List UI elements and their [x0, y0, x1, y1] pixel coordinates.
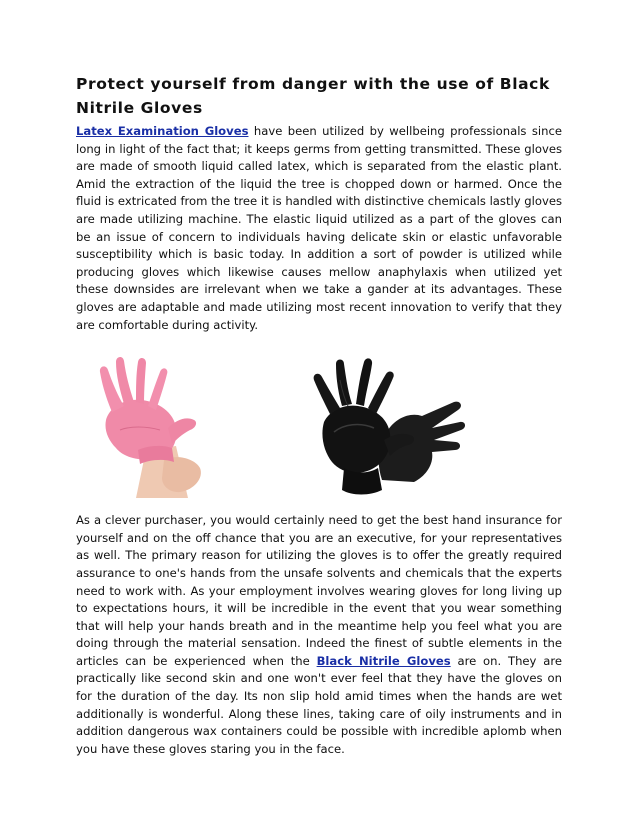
glove-images — [76, 350, 562, 500]
paragraph-benefits-text-after: are on. They are practically like second skin and one won't ever feel that they have the gloves on for the duration of the day. Its non slip hold amid times when the hands are wet additionally is wonderful. Along these lines, taking care of oily instruments and in addition dangerous wax containers could be possible with incredible aplomb when you have these gloves staring you in the face. — [76, 653, 562, 756]
paragraph-benefits-text-before: As a clever purchaser, you would certainly need to get the best hand insurance for yourself and on the off chance that you are an executive, for your representatives as well. The primary reason for utilizing the gloves is to offer the greatly required assurance to one's hands from the unsafe solvents and chemicals that the experts need to work with. As your employment involves wearing gloves for long living up to expectations hours, it will be incredible in the event that you wear something that will help your hands breath and in the meantime help you feel what you are doing through the material sensation. Indeed the finest of subtle elements in the articles can be experienced when the — [76, 513, 562, 668]
black-nitrile-gloves-link[interactable]: Black Nitrile Gloves — [316, 653, 451, 668]
article-title: Protect yourself from danger with the use of Black Nitrile Gloves — [76, 75, 550, 117]
paragraph-intro — [76, 123, 562, 334]
paragraph-benefits — [76, 512, 562, 758]
pink-glove-image — [76, 350, 226, 498]
latex-examination-gloves-link[interactable]: Latex Examination Gloves — [76, 124, 249, 138]
document-page — [76, 72, 562, 758]
black-glove-image — [304, 352, 474, 496]
paragraph-intro-text: have been utilized by wellbeing professionals since long in light of the fact that; it keeps germs from getting transmitted. These gloves are made of smooth liquid called latex, which is separated from the elastic plant. Amid the extraction of the liquid the tree is chopped down or harmed. Once the fluid is extricated from the tree it is handled with distinctive chemicals lastly gloves are made utilizing machine. The elastic liquid utilized as a part of the gloves can be an issue of concern to individuals having delicate skin or elastic unfavorable susceptibility which is basic today. In addition a sort of powder is utilized while producing gloves which likewise causes mellow anaphylaxis when utilized yet these downsides are irrelevant when we take a gander at its advantages. These gloves are adaptable and made utilizing most recent innovation to verify that they are comfortable during activity. — [76, 124, 562, 332]
